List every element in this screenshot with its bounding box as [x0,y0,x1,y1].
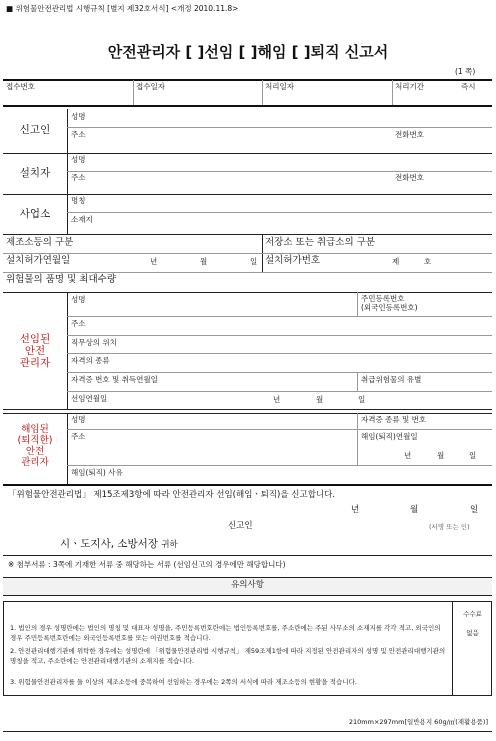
appointed-name-label: 성명 [71,295,86,304]
top-border [3,79,492,81]
divider [67,212,492,213]
declaration-day-unit: 일 [470,505,479,515]
appointed-month-unit: 월 [316,395,324,404]
divider [392,80,393,105]
appointed-date-label: 선임연월일 [71,394,108,403]
divider [3,409,492,410]
note-item: 3. 위험물안전관리자를 둘 이상의 제조소등에 중복하여 선임하는 경우에는 2쪽의 서식에 따라 제조소등의 현황을 적습니다. [10,678,357,686]
dismissed-month-unit: 월 [437,451,445,460]
divider [357,372,358,391]
divider [3,234,492,235]
recipient [60,538,178,551]
note-item: 1. 법인의 경우 성명란에는 법인의 명칭 및 대표자 성명을, 주민등록번호란에는 법인등록번호를, 주소란에는 주된 사무소의 소재지를 각각 적고, 외국인의 경우 주민등록번호란에는 외국인등록번호를 또는 여권번호를 적습니다. [10,624,441,643]
attachment-note: ※ 첨부서류 : 3쪽에 기재한 서류 중 해당하는 서류 (선임신고의 경우에만 해당합니다) [8,560,286,569]
dismissed-manager-label: 해임된 (퇴직한) 안전 관리자 [17,424,53,468]
divider [3,555,492,556]
divider [262,80,263,105]
divider [67,353,492,354]
divider [3,153,492,154]
divider [67,194,68,234]
declaration-reporter-label: 신고인 [228,521,253,531]
recipient-suffix: 귀하 [161,540,178,550]
declaration-statement: 「위험물안전관리법」 제15조제3항에 따라 안전관리자 선임(해임ㆍ퇴직)을 신고합니다. [8,490,336,500]
divider [67,372,492,373]
divider [67,335,492,336]
process-date-label: 처리일자 [265,82,294,91]
reporter-address-label: 주소 [71,130,86,139]
divider [3,292,492,293]
appointed-day-unit: 일 [358,395,366,404]
divider [3,272,492,273]
appointed-qual-no-label: 자격증 번호 및 취득연월일 [71,375,158,384]
table-bottom-border [3,484,492,486]
divider [3,194,492,195]
permit-number-prefix: 제 [392,257,400,266]
installer-name-label: 성명 [71,155,86,164]
dismissed-qual-label: 자격증 종류 및 번호 [361,415,427,424]
dismissed-reason-label: 해임(퇴직) 사유 [71,468,123,477]
divider [3,413,492,414]
divider [67,127,492,128]
divider [67,391,492,392]
business-name-label: 명칭 [71,196,86,205]
receipt-date-label: 접수일자 [136,82,165,91]
appointed-year-unit: 년 [273,395,281,404]
declaration-year-unit: 년 [351,505,360,515]
installer-address-label: 주소 [71,173,86,182]
dismissed-year-unit: 년 [404,451,412,460]
dismissed-day-unit: 일 [469,451,477,460]
divider [3,253,492,254]
reporter-phone-label: 전화번호 [395,130,424,139]
permit-year-unit: 년 [150,257,158,266]
installer-phone-label: 전화번호 [395,173,424,182]
reporter-name-label: 성명 [71,112,86,121]
dismissed-name-label: 성명 [71,415,86,424]
divider [67,153,68,194]
divider [67,465,492,466]
dismissed-address-label: 주소 [71,432,86,441]
divider [133,80,134,105]
divider [67,316,492,317]
process-period-value: 즉시 [461,82,476,91]
appointed-manager-label: 선임된 안전 관리자 [19,332,51,370]
permit-day-unit: 일 [250,257,258,266]
divider [67,109,68,153]
divider [452,601,453,695]
signature-note: (서명 또는 인) [429,523,470,531]
page-indicator: (1 쪽) [455,67,476,76]
appointed-address-label: 주소 [71,319,86,328]
divider [67,171,492,172]
appointed-hazmat-type-label: 취급위험물의 유별 [361,375,422,384]
business-label: 사업소 [19,207,51,220]
receipt-bottom-border [3,105,492,107]
notes-title: 유의사항 [231,580,264,590]
business-location-label: 소재지 [71,215,93,224]
bottom-rule [3,731,492,732]
recipient-name: 시ㆍ도지사, 소방서장 [60,538,158,550]
fee-value: 없음 [466,629,479,637]
permit-month-unit: 월 [200,257,208,266]
form-title: 안전관리자 [ ]선임 [ ]해임 [ ]퇴직 신고서 [107,43,389,61]
divider [67,429,492,430]
permit-number-suffix: 호 [424,257,432,266]
reporter-label: 신고인 [19,123,51,136]
note-item: 2. 안전관리대행기관에 위탁한 경우에는 성명란에 「위험물안전관리법 시행규칙」 제59조제1항에 따라 지정된 안전관리자의 성명 및 안전관리대행기관의 명칭을 적고, 주소란에는 안전관리대행기관의 소재지를 적습니다. [10,647,446,666]
process-period-label: 처리기간 [395,82,424,91]
permit-date-label: 설치허가연월일 [6,255,71,266]
divider [67,413,68,485]
installer-label: 설치자 [19,166,51,179]
hazmat-label: 위험물의 품명 및 최대수량 [6,274,117,285]
paper-spec: 210mm×297mm[일반용지 60g/㎡(재활용품)] [348,718,488,726]
law-reference: ■ 위험물안전관리법 시행규칙 [별지 제32호서식] <개정 2010.11.8> [6,4,239,13]
fee-label: 수수료 [463,610,482,618]
declaration-month-unit: 월 [410,505,419,515]
permit-number-label: 설치허가번호 [265,255,321,266]
divider [357,413,358,465]
appointed-qual-type-label: 자격의 종류 [71,356,110,365]
dismissed-date-label: 해임(퇴직)연월일 [361,432,418,441]
storage-category-label: 저장소 또는 취급소의 구분 [265,237,376,248]
appointed-resident-no-label: 주민등록번호 (외국인등록번호) [361,294,418,312]
facility-category-label: 제조소등의 구분 [6,237,74,248]
divider [357,292,358,316]
receipt-number-label: 접수번호 [6,82,35,91]
appointed-position-label: 직무상의 위치 [71,338,117,347]
